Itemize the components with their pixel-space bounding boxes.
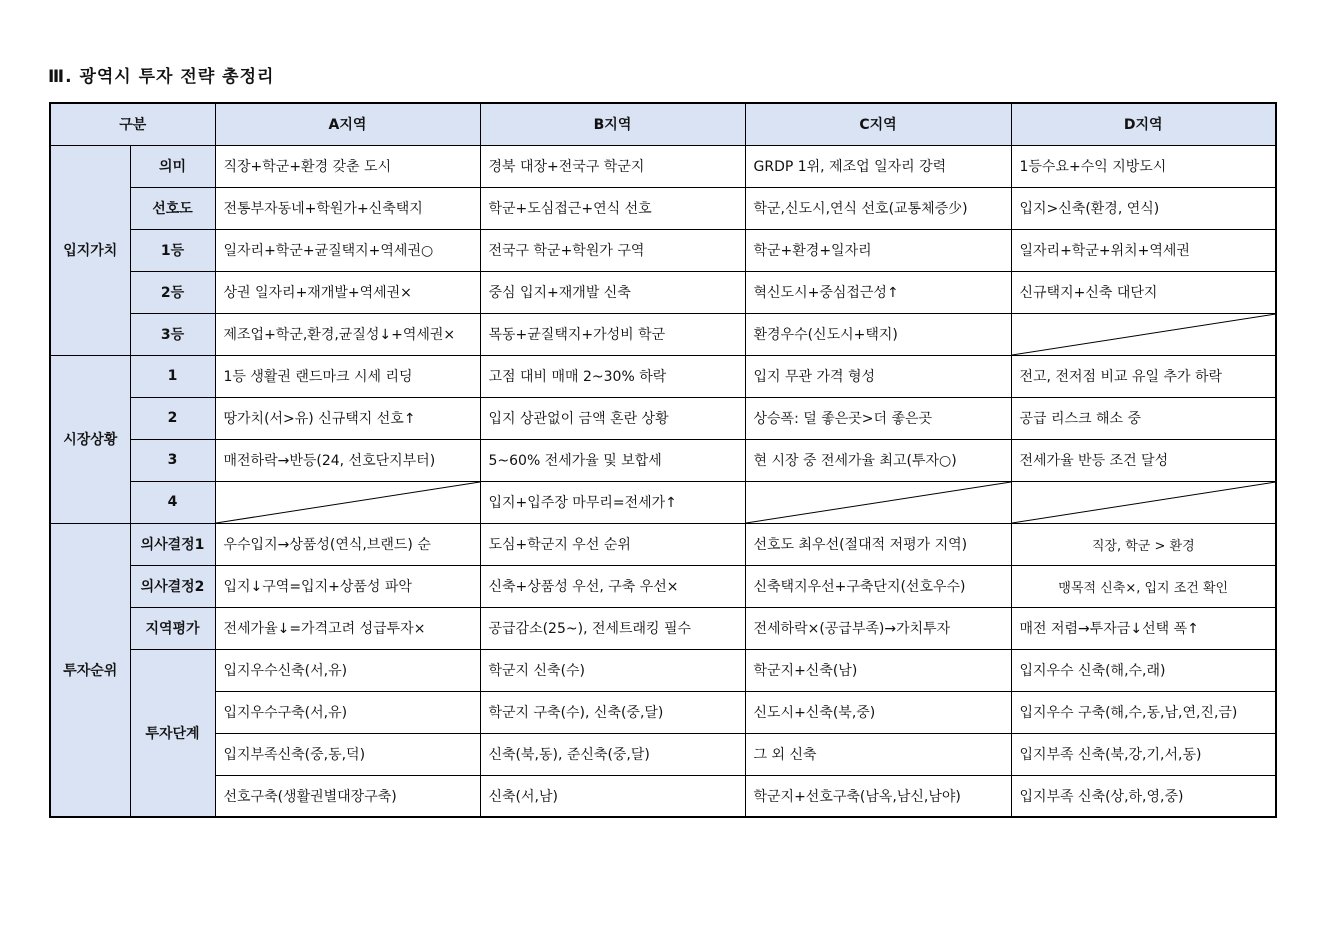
cell: 입지우수구축(서,유) xyxy=(215,691,480,733)
strategy-table xyxy=(49,102,1277,818)
table-row xyxy=(50,481,1276,523)
row-label: 1등 xyxy=(130,229,215,271)
row-label: 의사결정2 xyxy=(130,565,215,607)
cell: 입지우수신축(서,유) xyxy=(215,649,480,691)
cell: 매전하락→반등(24, 선호단지부터) xyxy=(215,439,480,481)
table-row xyxy=(50,691,1276,733)
cell: 신규택지+신축 대단지 xyxy=(1011,271,1276,313)
cell: 입지↓구역=입지+상품성 파악 xyxy=(215,565,480,607)
table-row xyxy=(50,229,1276,271)
group-market: 시장상황 xyxy=(50,355,130,523)
cell: 전국구 학군+학원가 구역 xyxy=(480,229,745,271)
cell: 학군+환경+일자리 xyxy=(745,229,1011,271)
cell: 전세가율↓=가격고려 성급투자× xyxy=(215,607,480,649)
cell: 신축(북,동), 준신축(중,달) xyxy=(480,733,745,775)
cell: 맹목적 신축×, 입지 조건 확인 xyxy=(1011,565,1276,607)
cell: 입지부족 신축(상,하,영,중) xyxy=(1011,775,1276,817)
cell: 입지>신축(환경, 연식) xyxy=(1011,187,1276,229)
row-label: 2 xyxy=(130,397,215,439)
cell: GRDP 1위, 제조업 일자리 강력 xyxy=(745,145,1011,187)
cell: 5~60% 전세가율 및 보합세 xyxy=(480,439,745,481)
cell: 혁신도시+중심접근성↑ xyxy=(745,271,1011,313)
cell: 학군지 신축(수) xyxy=(480,649,745,691)
row-label: 의미 xyxy=(130,145,215,187)
cell: 선호도 최우선(절대적 저평가 지역) xyxy=(745,523,1011,565)
header-region-d: D지역 xyxy=(1011,103,1276,145)
group-location: 입지가치 xyxy=(50,145,130,355)
cell: 전고, 전저점 비교 유일 추가 하락 xyxy=(1011,355,1276,397)
cell: 고점 대비 매매 2~30% 하락 xyxy=(480,355,745,397)
header-region-a: A지역 xyxy=(215,103,480,145)
header-row xyxy=(50,103,1276,145)
table-row xyxy=(50,607,1276,649)
cell: 입지부족신축(중,동,덕) xyxy=(215,733,480,775)
cell: 입지우수 구축(해,수,동,남,연,진,금) xyxy=(1011,691,1276,733)
header-region-b: B지역 xyxy=(480,103,745,145)
cell: 학군지+신축(남) xyxy=(745,649,1011,691)
cell: 신축택지우선+구축단지(선호우수) xyxy=(745,565,1011,607)
table-row xyxy=(50,523,1276,565)
row-label: 2등 xyxy=(130,271,215,313)
cell: 우수입지→상품성(연식,브랜드) 순 xyxy=(215,523,480,565)
cell: 도심+학군지 우선 순위 xyxy=(480,523,745,565)
cell: 환경우수(신도시+택지) xyxy=(745,313,1011,355)
cell: 경북 대장+전국구 학군지 xyxy=(480,145,745,187)
table-row xyxy=(50,397,1276,439)
row-label: 의사결정1 xyxy=(130,523,215,565)
row-label: 3등 xyxy=(130,313,215,355)
cell: 입지+입주장 마무리=전세가↑ xyxy=(480,481,745,523)
header-region-c: C지역 xyxy=(745,103,1011,145)
cell: 학군지+선호구축(남옥,남신,남야) xyxy=(745,775,1011,817)
cell: 전세하락×(공급부족)→가치투자 xyxy=(745,607,1011,649)
cell: 선호구축(생활권별대장구축) xyxy=(215,775,480,817)
cell: 상승폭: 덜 좋은곳>더 좋은곳 xyxy=(745,397,1011,439)
table-row xyxy=(50,145,1276,187)
cell: 입지 상관없이 금액 혼란 상황 xyxy=(480,397,745,439)
cell: 입지 무관 가격 형성 xyxy=(745,355,1011,397)
table-row xyxy=(50,733,1276,775)
cell: 신도시+신축(북,중) xyxy=(745,691,1011,733)
page-title: Ⅲ. 광역시 투자 전략 총정리 xyxy=(48,67,275,87)
cell: 1등수요+수익 지방도시 xyxy=(1011,145,1276,187)
cell: 학군+도심접근+연식 선호 xyxy=(480,187,745,229)
cell: 입지우수 신축(해,수,래) xyxy=(1011,649,1276,691)
cell: 제조업+학군,환경,균질성↓+역세권× xyxy=(215,313,480,355)
cell: 직장+학군+환경 갖춘 도시 xyxy=(215,145,480,187)
group-priority: 투자순위 xyxy=(50,523,130,817)
cell: 공급 리스크 해소 중 xyxy=(1011,397,1276,439)
cell: 그 외 신축 xyxy=(745,733,1011,775)
row-label: 4 xyxy=(130,481,215,523)
cell: 매전 저렴→투자금↓선택 폭↑ xyxy=(1011,607,1276,649)
table-row xyxy=(50,271,1276,313)
cell: 전세가율 반등 조건 달성 xyxy=(1011,439,1276,481)
cell: 일자리+학군+위치+역세권 xyxy=(1011,229,1276,271)
empty-diagonal-cell xyxy=(1011,313,1276,355)
table-row xyxy=(50,775,1276,817)
table-row xyxy=(50,313,1276,355)
table-row xyxy=(50,355,1276,397)
cell: 학군지 구축(수), 신축(중,달) xyxy=(480,691,745,733)
table-row xyxy=(50,439,1276,481)
table-row xyxy=(50,649,1276,691)
empty-diagonal-cell xyxy=(1011,481,1276,523)
empty-diagonal-cell xyxy=(745,481,1011,523)
header-category: 구분 xyxy=(50,103,215,145)
cell: 목동+균질택지+가성비 학군 xyxy=(480,313,745,355)
group-steps: 투자단계 xyxy=(130,649,215,817)
empty-diagonal-cell xyxy=(215,481,480,523)
cell: 전통부자동네+학원가+신축택지 xyxy=(215,187,480,229)
cell: 현 시장 중 전세가율 최고(투자○) xyxy=(745,439,1011,481)
row-label: 1 xyxy=(130,355,215,397)
cell: 중심 입지+재개발 신축 xyxy=(480,271,745,313)
cell: 1등 생활권 랜드마크 시세 리딩 xyxy=(215,355,480,397)
cell: 신축+상품성 우선, 구축 우선× xyxy=(480,565,745,607)
cell: 입지부족 신축(북,강,기,서,동) xyxy=(1011,733,1276,775)
cell: 학군,신도시,연식 선호(교통체증少) xyxy=(745,187,1011,229)
cell: 일자리+학군+균질택지+역세권○ xyxy=(215,229,480,271)
cell: 상권 일자리+재개발+역세권× xyxy=(215,271,480,313)
cell: 공급감소(25~), 전세트래킹 필수 xyxy=(480,607,745,649)
row-label: 3 xyxy=(130,439,215,481)
cell: 신축(서,남) xyxy=(480,775,745,817)
table-row xyxy=(50,565,1276,607)
cell: 직장, 학군 > 환경 xyxy=(1011,523,1276,565)
cell: 땅가치(서>유) 신규택지 선호↑ xyxy=(215,397,480,439)
table-row xyxy=(50,187,1276,229)
row-label: 선호도 xyxy=(130,187,215,229)
row-label: 지역평가 xyxy=(130,607,215,649)
